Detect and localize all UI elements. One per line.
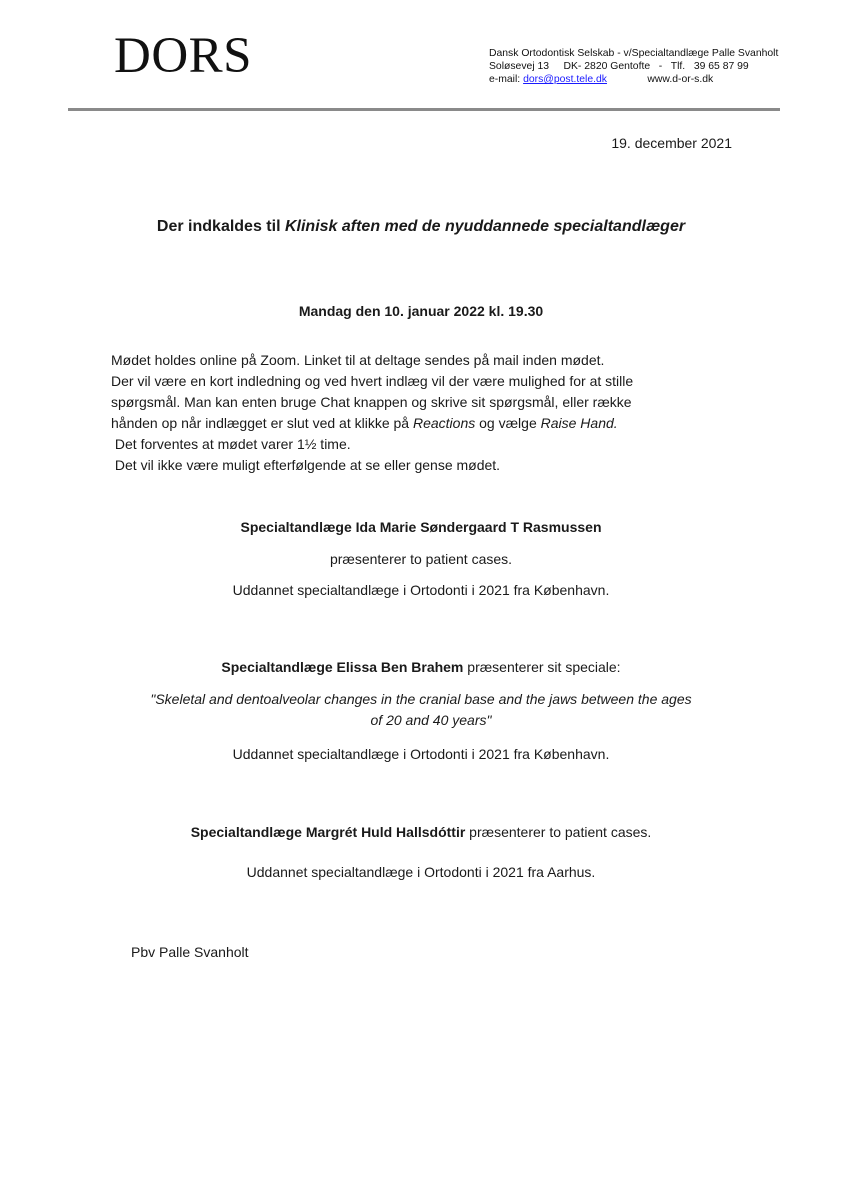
info-text: og vælge xyxy=(475,415,541,431)
header-divider xyxy=(68,108,780,111)
info-text: hånden op når indlægget er slut ved at klikke på xyxy=(111,415,413,431)
reactions-text: Reactions xyxy=(412,415,476,431)
dors-logo: DORS xyxy=(114,28,253,84)
presenter-2-name: Specialtandlæge Elissa Ben Brahem xyxy=(221,659,464,675)
heading-prefix: Der indkaldes til xyxy=(156,218,285,235)
letterhead-contact xyxy=(489,47,778,86)
org-name: Dansk Ortodontisk Selskab - v/Specialtandlæge Palle Svanholt xyxy=(489,48,779,59)
heading-title: Klinisk aften med de nyuddannede specialtandlæger xyxy=(284,218,686,235)
info-line: Det vil ikke være muligt efterfølgende at se eller gense mødet. xyxy=(111,457,501,473)
presenter-2-topic: "Skeletal and dentoalveolar changes in the cranial base and the jaws between the ages xyxy=(150,691,692,707)
presenter-2-topic-cont: of 20 and 40 years" xyxy=(370,712,492,728)
letter-heading xyxy=(0,218,842,236)
meeting-info xyxy=(111,350,711,476)
presenter-1-education: Uddannet specialtandlæge i Ortodonti i 2021 fra København. xyxy=(232,582,610,598)
email-label: e-mail: xyxy=(489,74,524,85)
raise-hand-text: Raise Hand. xyxy=(540,415,618,431)
presenter-3-education: Uddannet specialtandlæge i Ortodonti i 2021 fra Aarhus. xyxy=(246,864,596,880)
info-line: spørgsmål. Man kan enten bruge Chat knappen og skrive sit spørgsmål, eller række xyxy=(111,394,632,410)
presenter-2-presents: præsenterer sit speciale: xyxy=(463,659,621,675)
letter-date: 19. december 2021 xyxy=(611,135,732,151)
info-line: Mødet holdes online på Zoom. Linket til at deltage sendes på mail inden mødet. xyxy=(111,352,605,368)
org-address: Soløsevej 13 DK- 2820 Gentofte - Tlf. 39 65 87 99 xyxy=(489,61,749,72)
presenter-3-presents: præsenterer to patient cases. xyxy=(465,824,652,840)
email-link[interactable]: dors@post.tele.dk xyxy=(523,74,607,85)
info-line: Der vil være en kort indledning og ved hvert indlæg vil der være mulighed for at stille xyxy=(111,373,634,389)
presenter-3-name: Specialtandlæge Margrét Huld Hallsdóttir xyxy=(190,824,466,840)
presenter-1-name: Specialtandlæge Ida Marie Søndergaard T Rasmussen xyxy=(240,519,602,535)
website-text: www.d-or-s.dk xyxy=(647,74,714,85)
info-line: Det forventes at mødet varer 1½ time. xyxy=(111,436,351,452)
signature: Pbv Palle Svanholt xyxy=(131,944,249,960)
presenter-3-line xyxy=(0,824,842,840)
presenter-1-presents: præsenterer to patient cases. xyxy=(329,551,513,567)
meeting-date: Mandag den 10. januar 2022 kl. 19.30 xyxy=(298,303,544,319)
presenter-2-line xyxy=(0,659,842,675)
info-line xyxy=(111,413,711,434)
presenter-2-education: Uddannet specialtandlæge i Ortodonti i 2021 fra København. xyxy=(232,746,610,762)
